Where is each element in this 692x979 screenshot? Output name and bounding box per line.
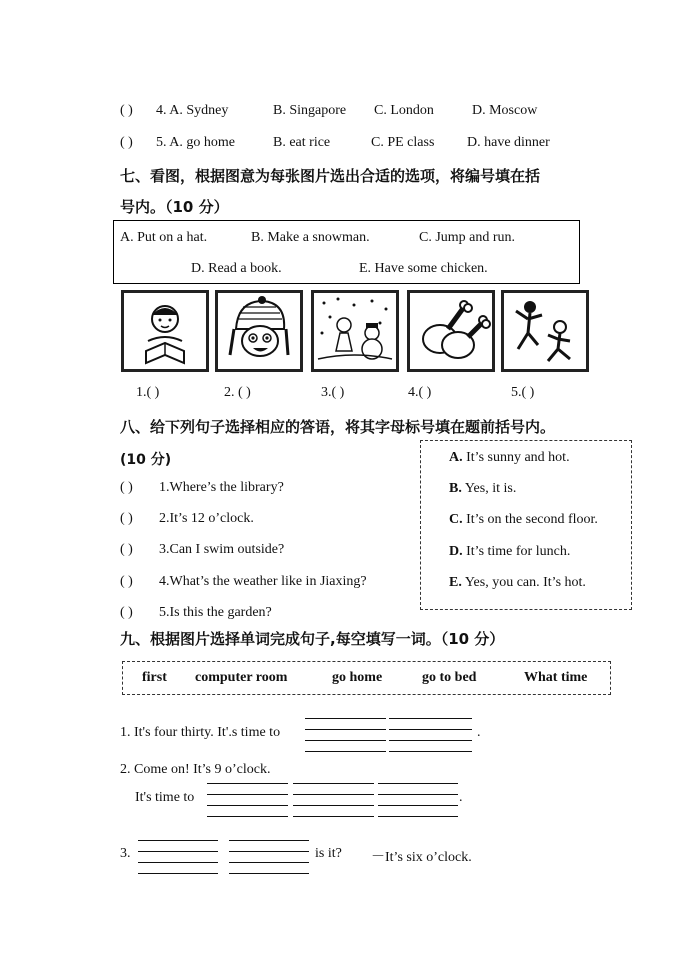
blank-2c[interactable]	[378, 783, 458, 817]
section-9-title: 九、根据图片选择单词完成句子,每空填写一词。（10 分）	[120, 630, 505, 648]
answer-paren[interactable]: ( )	[120, 511, 133, 526]
sentence-3-answer: －It’s six o’clock.	[371, 850, 472, 865]
option-a: 5. A. go home	[156, 135, 235, 150]
answer-paren[interactable]: ( )	[120, 103, 133, 118]
question-text: 4.What’s the weather like in Jiaxing?	[159, 574, 367, 589]
picture-chicken-legs	[407, 290, 495, 372]
answer-paren[interactable]: ( )	[120, 135, 133, 150]
sentence-3-mid: is it?	[315, 846, 342, 861]
picture-reading-boy	[121, 290, 209, 372]
option-d: D. Read a book.	[191, 261, 282, 276]
word-bank-item: first	[142, 670, 167, 685]
word-bank-box	[122, 661, 611, 695]
option-e: E. Have some chicken.	[359, 261, 488, 276]
picture-running-kids	[501, 290, 589, 372]
answer-b: B. Yes, it is.	[449, 481, 517, 496]
answer-options-box	[420, 440, 632, 610]
section-8-score: (10 分)	[120, 452, 172, 468]
sentence-2-line1: 2. Come on! It’s 9 o’clock.	[120, 762, 271, 777]
blank-2b[interactable]	[293, 783, 374, 817]
sentence-2-prefix: It's time to	[135, 790, 195, 805]
picture-girl-in-hat	[215, 290, 303, 372]
option-c: C. Jump and run.	[419, 230, 516, 245]
option-c: C. PE class	[371, 135, 435, 150]
sentence-1-period: .	[477, 725, 481, 740]
sentence-3-number: 3.	[120, 846, 131, 861]
option-b: B. eat rice	[273, 135, 331, 150]
picture-answer-3[interactable]: 3.( )	[321, 385, 345, 400]
blank-2a[interactable]	[207, 783, 288, 817]
options-box	[113, 220, 580, 284]
picture-answer-2[interactable]: 2. ( )	[224, 385, 251, 400]
sentence-1-prefix: 1. It's four thirty. It'.s time to	[120, 725, 281, 740]
section-7-title-cont: 号内。（10 分）	[120, 198, 229, 216]
word-bank-item: computer room	[195, 670, 288, 685]
word-bank-item: go home	[332, 670, 383, 685]
option-d: D. have dinner	[467, 135, 550, 150]
option-b: B. Singapore	[273, 103, 347, 118]
answer-paren[interactable]: ( )	[120, 605, 133, 620]
option-a: 4. A. Sydney	[156, 103, 229, 118]
picture-answer-5[interactable]: 5.( )	[511, 385, 535, 400]
answer-paren[interactable]: ( )	[120, 542, 133, 557]
word-bank-item: go to bed	[422, 670, 477, 685]
section-8-title: 八、给下列句子选择相应的答语，将其字母标号填在题前括号内。	[120, 418, 556, 436]
blank-1b[interactable]	[389, 718, 472, 752]
answer-e: E. Yes, you can. It’s hot.	[449, 575, 586, 590]
sentence-2-period: .	[459, 790, 463, 805]
answer-d: D. It’s time for lunch.	[449, 544, 571, 559]
picture-snowman-scene	[311, 290, 399, 372]
question-text: 3.Can I swim outside?	[159, 542, 285, 557]
option-a: A. Put on a hat.	[120, 230, 208, 245]
blank-3a[interactable]	[138, 840, 218, 874]
answer-c: C. It’s on the second floor.	[449, 512, 598, 527]
question-text: 5.Is this the garden?	[159, 605, 272, 620]
picture-answer-4[interactable]: 4.( )	[408, 385, 432, 400]
option-d: D. Moscow	[472, 103, 538, 118]
option-c: C. London	[374, 103, 434, 118]
blank-1a[interactable]	[305, 718, 386, 752]
blank-3b[interactable]	[229, 840, 309, 874]
word-bank-item: What time	[524, 670, 588, 685]
option-b: B. Make a snowman.	[251, 230, 370, 245]
answer-paren[interactable]: ( )	[120, 574, 133, 589]
question-text: 1.Where’s the library?	[159, 480, 284, 495]
answer-a: A. It’s sunny and hot.	[449, 450, 570, 465]
picture-answer-1[interactable]: 1.( )	[136, 385, 160, 400]
section-7-title: 七、看图，根据图意为每张图片选出合适的选项，将编号填在括	[120, 167, 541, 185]
question-text: 2.It’s 12 o’clock.	[159, 511, 254, 526]
answer-paren[interactable]: ( )	[120, 480, 133, 495]
